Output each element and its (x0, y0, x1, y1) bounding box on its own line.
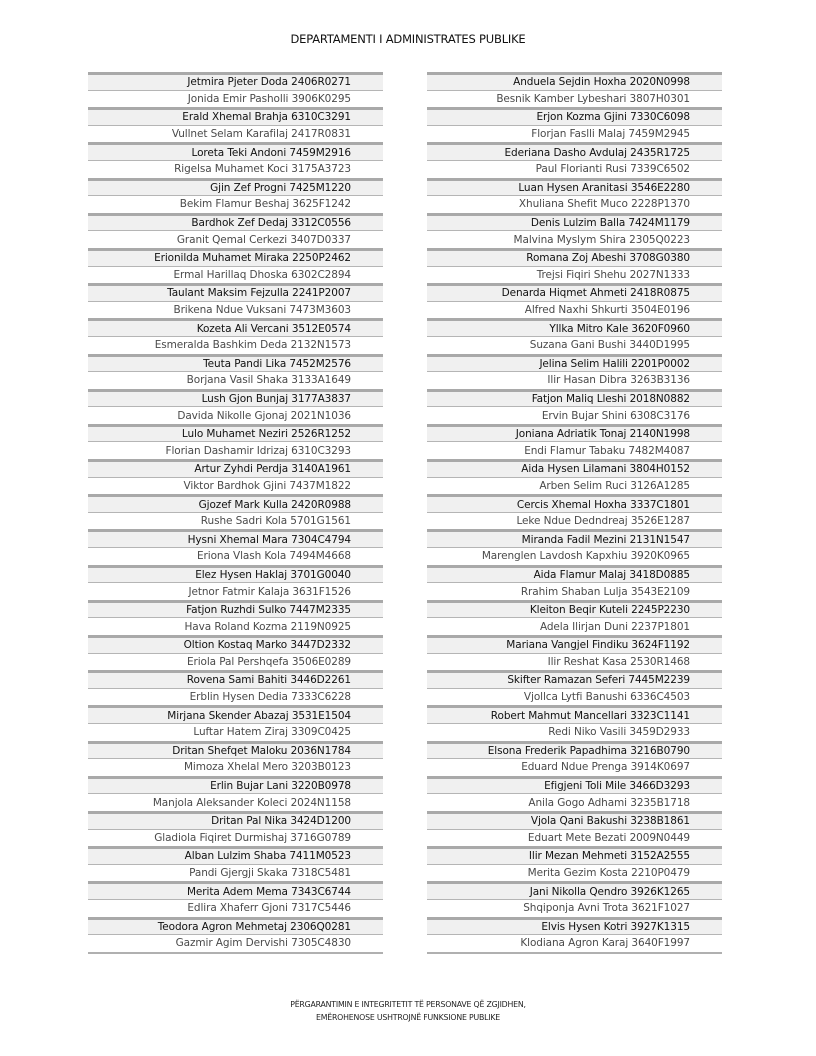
person-name-code: Dritan Shefqet Maloku 2036N1784 (172, 744, 351, 757)
person-name-code: Elsona Frederik Papadhima 3216B0790 (487, 744, 690, 757)
person-name-code: Romana Zoj Abeshi 3708G0380 (526, 252, 690, 265)
list-item (427, 600, 722, 618)
person-name-code: Denarda Hiqmet Ahmeti 2418R0875 (501, 287, 690, 300)
list-item (427, 441, 722, 459)
list-item (427, 565, 722, 583)
list-item (88, 881, 383, 899)
person-name-code: Oltion Kostaq Marko 3447D2332 (183, 639, 351, 652)
list-item (427, 90, 722, 108)
list-item (427, 195, 722, 213)
person-name-code: Esmeralda Bashkim Deda 2132N1573 (154, 339, 351, 352)
person-name-code: Lush Gjon Bunjaj 3177A3837 (201, 392, 351, 405)
list-item (427, 512, 722, 530)
person-name-code: Xhuliana Shefit Muco 2228P1370 (518, 198, 690, 211)
list-item (88, 160, 383, 178)
list-item (88, 617, 383, 635)
list-item (427, 547, 722, 565)
list-item (88, 459, 383, 477)
person-name-code: Efigjeni Toli Mile 3466D3293 (544, 780, 690, 793)
person-name-code: Jani Nikolla Qendro 3926K1265 (529, 885, 690, 898)
person-name-code: Rigelsa Muhamet Koci 3175A3723 (174, 163, 351, 176)
list-item (88, 266, 383, 284)
person-name-code: Jetnor Fatmir Kalaja 3631F1526 (188, 585, 351, 598)
footer-line-1: PËRGARANTIMIN E INTEGRITETIT TË PERSONAVE QË ZGJIDHEN, (290, 1000, 526, 1009)
person-name-code: Jonida Emir Pasholli 3906K0295 (187, 92, 351, 105)
list-item (88, 318, 383, 336)
person-name-code: Teodora Agron Mehmetaj 2306Q0281 (157, 920, 351, 933)
list-item (88, 741, 383, 759)
person-name-code: Mirjana Skender Abazaj 3531E1504 (167, 709, 351, 722)
list-item (88, 441, 383, 459)
person-name-code: Erlin Bujar Lani 3220B0978 (210, 780, 351, 793)
list-item (88, 389, 383, 407)
person-name-code: Joniana Adriatik Tonaj 2140N1998 (515, 428, 690, 441)
person-name-code: Mariana Vangjel Findiku 3624F1192 (506, 639, 690, 652)
person-name-code: Davida Nikolle Gjonaj 2021N1036 (177, 409, 351, 422)
person-name-code: Elez Hysen Haklaj 3701G0040 (195, 568, 351, 581)
list-item (427, 424, 722, 442)
footer-line-2: EMËROHENOSE USHTROJNË FUNKSIONE PUBLIKE (315, 1013, 501, 1022)
person-name-code: Fatjon Maliq Lleshi 2018N0882 (531, 392, 690, 405)
list-item (88, 846, 383, 864)
person-name-code: Ervin Bujar Shini 6308C3176 (541, 409, 690, 422)
person-name-code: Alban Lulzim Shaba 7411M0523 (184, 850, 351, 863)
list-item (427, 389, 722, 407)
person-name-code: Ederiana Dasho Avdulaj 2435R1725 (504, 146, 690, 159)
person-name-code: Endi Flamur Tabaku 7482M4087 (524, 444, 690, 457)
list-item (427, 213, 722, 231)
person-name-code: Fatjon Ruzhdi Sulko 7447M2335 (186, 604, 351, 617)
list-item (88, 424, 383, 442)
list-item (427, 406, 722, 424)
person-name-code: Artur Zyhdi Perdja 3140A1961 (194, 463, 351, 476)
person-name-code: Loreta Teki Andoni 7459M2916 (191, 146, 351, 159)
person-name-code: Eriola Pal Pershqefa 3506E0289 (186, 655, 351, 668)
list-item (88, 688, 383, 706)
list-item (427, 723, 722, 741)
person-name-code: Dritan Pal Nika 3424D1200 (211, 815, 351, 828)
list-item (427, 266, 722, 284)
person-name-code: Borjana Vasil Shaka 3133A1649 (186, 374, 351, 387)
list-item (427, 160, 722, 178)
list-item (427, 125, 722, 143)
right-name-list (427, 72, 722, 954)
list-item (88, 917, 383, 935)
person-name-code: Mimoza Xhelal Mero 3203B0123 (183, 761, 351, 774)
list-item (427, 811, 722, 829)
person-name-code: Shqiponja Avni Trota 3621F1027 (523, 902, 690, 915)
list-bottom-divider (427, 952, 722, 954)
person-name-code: Kleiton Beqir Kuteli 2245P2230 (529, 604, 690, 617)
person-name-code: Skifter Ramazan Seferi 7445M2239 (507, 674, 690, 687)
person-name-code: Suzana Gani Bushi 3440D1995 (529, 339, 690, 352)
person-name-code: Ermal Harillaq Dhoska 6302C2894 (173, 268, 351, 281)
person-name-code: Erald Xhemal Brahja 6310C3291 (182, 111, 351, 124)
list-item (88, 512, 383, 530)
person-name-code: Ilir Hasan Dibra 3263B3136 (547, 374, 690, 387)
person-name-code: Gazmir Agim Dervishi 7305C4830 (175, 937, 351, 950)
list-item (427, 459, 722, 477)
person-name-code: Edlira Xhaferr Gjoni 7317C5446 (187, 902, 351, 915)
person-name-code: Luan Hysen Aranitasi 3546E2280 (518, 181, 690, 194)
list-item (427, 354, 722, 372)
list-item (88, 107, 383, 125)
list-item (427, 899, 722, 917)
person-name-code: Anila Gogo Adhami 3235B1718 (528, 796, 690, 809)
list-bottom-divider (88, 952, 383, 954)
list-item (88, 494, 383, 512)
list-item (88, 934, 383, 952)
person-name-code: Ilir Reshat Kasa 2530R1468 (547, 655, 690, 668)
list-item (88, 811, 383, 829)
list-item (427, 494, 722, 512)
list-item (88, 776, 383, 794)
list-item (427, 72, 722, 90)
person-name-code: Bardhok Zef Dedaj 3312C0556 (191, 217, 351, 230)
list-item (427, 371, 722, 389)
list-item (88, 864, 383, 882)
person-name-code: Eduart Mete Bezati 2009N0449 (527, 831, 690, 844)
list-item (427, 582, 722, 600)
list-item (88, 213, 383, 231)
list-item (427, 758, 722, 776)
person-name-code: Gjin Zef Progni 7425M1220 (210, 181, 351, 194)
list-item (427, 617, 722, 635)
person-name-code: Bekim Flamur Beshaj 3625F1242 (179, 198, 351, 211)
person-name-code: Jetmira Pjeter Doda 2406R0271 (187, 76, 351, 89)
person-name-code: Rovena Sami Bahiti 3446D2261 (186, 674, 351, 687)
list-item (88, 406, 383, 424)
person-name-code: Eriona Vlash Kola 7494M4668 (197, 550, 351, 563)
page-title: DEPARTAMENTI I ADMINISTRATES PUBLIKE (290, 32, 526, 46)
person-name-code: Viktor Bardhok Gjini 7437M1822 (183, 479, 351, 492)
list-item (88, 125, 383, 143)
list-item (88, 670, 383, 688)
list-item (427, 653, 722, 671)
person-name-code: Miranda Fadil Mezini 2131N1547 (521, 533, 690, 546)
list-item (88, 371, 383, 389)
person-name-code: Taulant Maksim Fejzulla 2241P2007 (167, 287, 351, 300)
list-item (88, 600, 383, 618)
list-item (88, 565, 383, 583)
page-footer (0, 998, 816, 1024)
person-name-code: Malvina Myslym Shira 2305Q0223 (513, 233, 690, 246)
person-name-code: Vullnet Selam Karafilaj 2417R0831 (171, 128, 351, 141)
person-name-code: Besnik Kamber Lybeshari 3807H0301 (496, 92, 690, 105)
list-item (427, 688, 722, 706)
list-item (88, 477, 383, 495)
list-item (88, 178, 383, 196)
person-name-code: Gjozef Mark Kulla 2420R0988 (198, 498, 351, 511)
person-name-code: Arben Selim Ruci 3126A1285 (539, 479, 690, 492)
person-name-code: Leke Ndue Dedndreaj 3526E1287 (516, 515, 690, 528)
list-item (88, 248, 383, 266)
list-item (88, 723, 383, 741)
list-item (88, 705, 383, 723)
person-name-code: Pandi Gjergji Skaka 7318C5481 (189, 867, 351, 880)
list-item (88, 635, 383, 653)
person-name-code: Erjon Kozma Gjini 7330C6098 (536, 111, 690, 124)
person-name-code: Ilir Mezan Mehmeti 3152A2555 (528, 850, 690, 863)
person-name-code: Gladiola Fiqiret Durmishaj 3716G0789 (154, 831, 351, 844)
list-item (427, 142, 722, 160)
person-name-code: Erionilda Muhamet Miraka 2250P2462 (154, 252, 351, 265)
person-name-code: Cercis Xhemal Hoxha 3337C1801 (516, 498, 690, 511)
person-name-code: Elvis Hysen Kotri 3927K1315 (541, 920, 690, 933)
person-name-code: Merita Gezim Kosta 2210P0479 (527, 867, 690, 880)
person-name-code: Eduard Ndue Prenga 3914K0697 (521, 761, 690, 774)
list-item (427, 318, 722, 336)
person-name-code: Rrahim Shaban Lulja 3543E2109 (520, 585, 690, 598)
list-item (427, 230, 722, 248)
person-name-code: Marenglen Lavdosh Kapxhiu 3920K0965 (481, 550, 690, 563)
person-name-code: Yllka Mitro Kale 3620F0960 (549, 322, 690, 335)
list-item (427, 107, 722, 125)
person-name-code: Kozeta Ali Vercani 3512E0574 (196, 322, 351, 335)
person-name-code: Hysni Xhemal Mara 7304C4794 (187, 533, 351, 546)
list-item (427, 741, 722, 759)
person-name-code: Klodiana Agron Karaj 3640F1997 (520, 937, 690, 950)
person-name-code: Redi Niko Vasili 3459D2933 (548, 726, 690, 739)
list-item (427, 705, 722, 723)
list-item (427, 283, 722, 301)
list-item (88, 90, 383, 108)
list-item (88, 529, 383, 547)
list-item (88, 354, 383, 372)
person-name-code: Florian Dashamir Idrizaj 6310C3293 (165, 444, 351, 457)
list-item (88, 195, 383, 213)
person-name-code: Trejsi Fiqiri Shehu 2027N1333 (536, 268, 690, 281)
list-item (427, 301, 722, 319)
person-name-code: Jelina Selim Halili 2201P0002 (539, 357, 690, 370)
person-name-code: Luftar Hatem Ziraj 3309C0425 (193, 726, 351, 739)
person-name-code: Manjola Aleksander Koleci 2024N1158 (152, 796, 351, 809)
person-name-code: Robert Mahmut Mancellari 3323C1141 (490, 709, 690, 722)
list-item (427, 477, 722, 495)
list-item (427, 846, 722, 864)
person-name-code: Paul Florianti Rusi 7339C6502 (535, 163, 690, 176)
list-item (427, 336, 722, 354)
list-item (88, 547, 383, 565)
person-name-code: Vjollca Lytfi Banushi 6336C4503 (523, 691, 690, 704)
list-item (88, 653, 383, 671)
person-name-code: Teuta Pandi Lika 7452M2576 (203, 357, 351, 370)
list-item (88, 793, 383, 811)
list-item (427, 248, 722, 266)
person-name-code: Lulo Muhamet Neziri 2526R1252 (181, 428, 351, 441)
person-name-code: Erblin Hysen Dedia 7333C6228 (189, 691, 351, 704)
list-item (427, 178, 722, 196)
list-item (427, 529, 722, 547)
person-name-code: Merita Adem Mema 7343C6744 (186, 885, 351, 898)
list-item (88, 301, 383, 319)
person-name-code: Adela Ilirjan Duni 2237P1801 (539, 620, 690, 633)
list-item (427, 829, 722, 847)
person-name-code: Anduela Sejdin Hoxha 2020N0998 (513, 76, 690, 89)
person-name-code: Brikena Ndue Vuksani 7473M3603 (173, 304, 351, 317)
list-item (88, 336, 383, 354)
person-name-code: Rushe Sadri Kola 5701G1561 (200, 515, 351, 528)
list-item (427, 635, 722, 653)
list-item (427, 670, 722, 688)
list-item (427, 776, 722, 794)
person-name-code: Aida Hysen Lilamani 3804H0152 (521, 463, 690, 476)
person-name-code: Hava Roland Kozma 2119N0925 (184, 620, 351, 633)
left-name-list (88, 72, 383, 954)
list-item (88, 899, 383, 917)
person-name-code: Granit Qemal Cerkezi 3407D0337 (176, 233, 351, 246)
list-item (427, 917, 722, 935)
person-name-code: Alfred Naxhi Shkurti 3504E0196 (524, 304, 690, 317)
list-item (427, 881, 722, 899)
list-item (427, 864, 722, 882)
list-item (88, 283, 383, 301)
person-name-code: Vjola Qani Bakushi 3238B1861 (530, 815, 690, 828)
list-item (88, 142, 383, 160)
list-item (88, 230, 383, 248)
list-item (88, 72, 383, 90)
person-name-code: Aida Flamur Malaj 3418D0885 (533, 568, 690, 581)
list-item (88, 582, 383, 600)
person-name-code: Florjan Faslli Malaj 7459M2945 (531, 128, 690, 141)
list-item (427, 793, 722, 811)
person-name-code: Denis Lulzim Balla 7424M1179 (530, 217, 690, 230)
list-item (88, 829, 383, 847)
list-item (88, 758, 383, 776)
list-item (427, 934, 722, 952)
